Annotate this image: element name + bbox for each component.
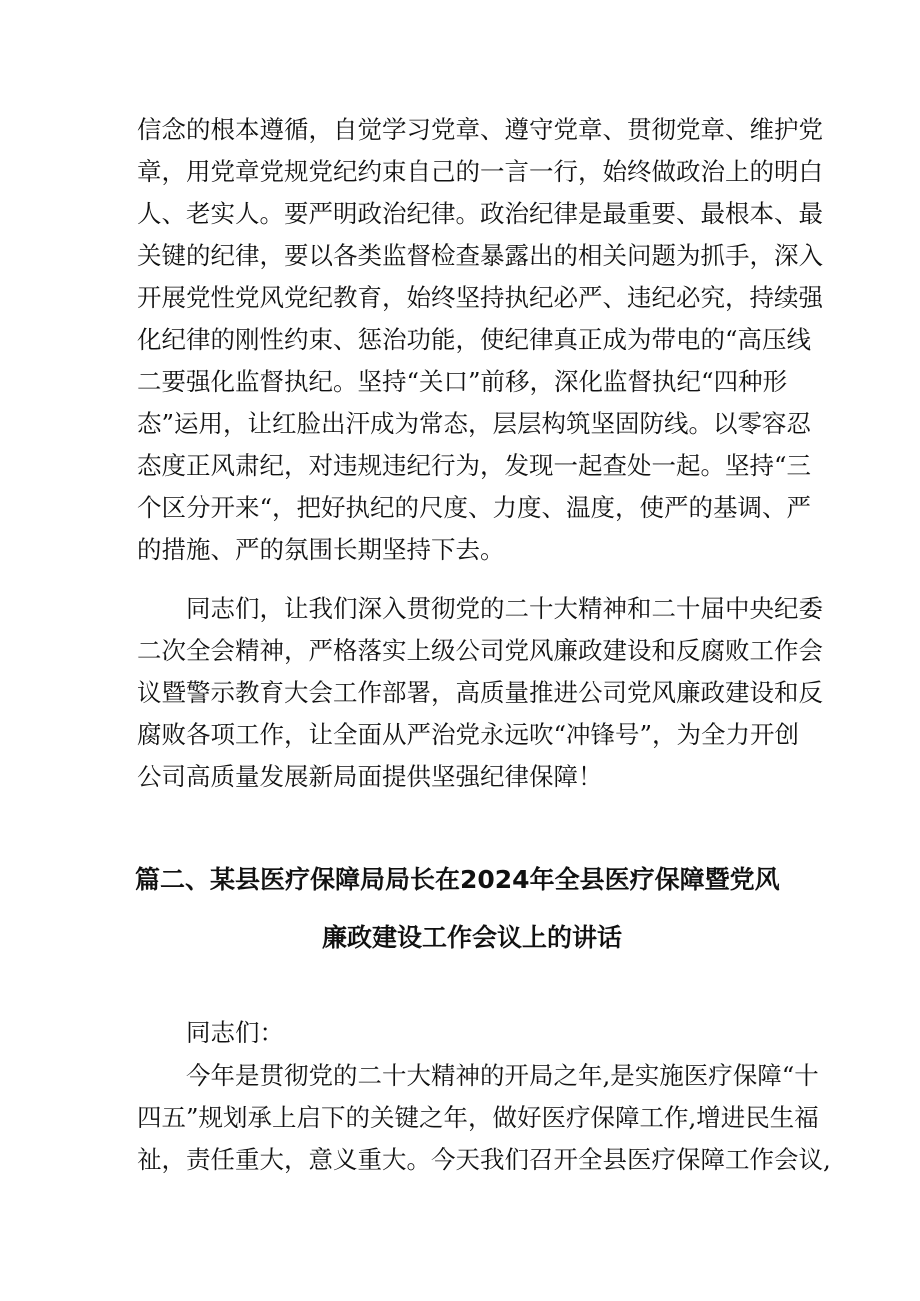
text-line: 四五”规划承上启下的关键之年，做好医疗保障工作,增进民生福 xyxy=(137,1103,819,1132)
text-line: 祉，责任重大，意义重大。今天我们召开全县医疗保障工作会议, xyxy=(137,1145,831,1174)
text-line: 今年是贯彻党的二十大精神的开局之年,是实施医疗保障“十 xyxy=(137,1061,819,1090)
text-line: 公司高质量发展新局面提供坚强纪律保障！ xyxy=(137,762,603,791)
section-heading-line-2: 廉政建设工作会议上的讲话 xyxy=(322,923,623,952)
text-line: 态度正风肃纪，对违规违纪行为，发现一起查处一起。坚持“三 xyxy=(137,451,812,480)
text-line: 信念的根本遵循，自觉学习党章、遵守党章、贯彻党章、维护党 xyxy=(137,115,823,144)
text-line: 二次全会精神，严格落实上级公司党风廉政建设和反腐败工作会 xyxy=(137,636,823,665)
text-line: 个区分开来“，把好执纪的尺度、力度、温度，使严的基调、严 xyxy=(137,493,812,522)
text-line: 同志们： xyxy=(137,1018,284,1047)
text-line: 二要强化监督执纪。坚持“关口”前移，深化监督执纪“四种形 xyxy=(137,367,788,396)
text-line: 化纪律的刚性约束、惩治功能，使纪律真正成为带电的“高压线 xyxy=(137,325,812,354)
text-line: 腐败各项工作，让全面从严治党永远吹“冲锋号”，为全力开创 xyxy=(137,720,800,749)
text-line: 开展党性党风党纪教育，始终坚持执纪必严、违纪必究，持续强 xyxy=(137,283,823,312)
text-line: 议暨警示教育大会工作部署，高质量推进公司党风廉政建设和反 xyxy=(137,678,823,707)
text-line: 同志们，让我们深入贯彻党的二十大精神和二十届中央纪委 xyxy=(137,594,823,623)
text-line: 态”运用，让红脸出汗成为常态，层层构筑坚固防线。以零容忍 xyxy=(137,409,812,438)
text-line: 关键的纪律，要以各类监督检查暴露出的相关问题为抓手，深入 xyxy=(137,241,823,270)
text-line: 的措施、严的氛围长期坚持下去。 xyxy=(137,535,505,564)
section-heading-line-1: 篇二、某县医疗保障局局长在2024年全县医疗保障暨党风 xyxy=(135,865,780,894)
text-line: 人、老实人。要严明政治纪律。政治纪律是最重要、最根本、最 xyxy=(137,199,823,228)
text-line: 章，用党章党规党纪约束自己的一言一行，始终做政治上的明白 xyxy=(137,157,823,186)
